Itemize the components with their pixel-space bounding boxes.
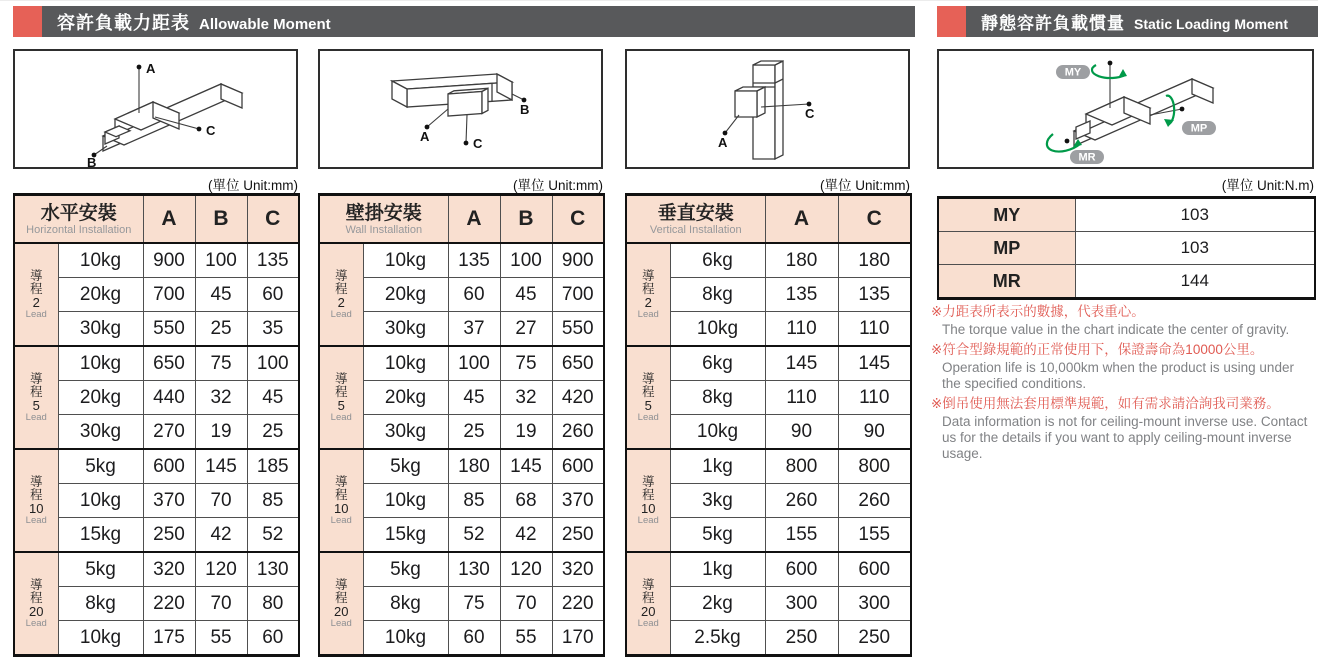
- moment-value-cell: 120: [195, 552, 247, 587]
- table-row: [626, 243, 911, 278]
- lead-value: 5: [32, 397, 40, 413]
- moment-value-cell: 300: [838, 587, 911, 621]
- mr-badge-label: MR: [1078, 151, 1096, 164]
- horizontal-slide-drawing: [15, 51, 296, 167]
- lead-word-zh: 程: [29, 384, 43, 399]
- moment-value-cell: 45: [247, 381, 299, 415]
- moment-value-cell: 650: [143, 346, 195, 381]
- load-cell: 20kg: [363, 381, 448, 415]
- axis-line-c: [466, 115, 467, 143]
- lead-word-zh: 程: [334, 590, 348, 605]
- moment-value-cell: 45: [448, 381, 500, 415]
- table-row: [626, 346, 911, 381]
- table-row: [14, 243, 299, 278]
- lead-word-en: Lead: [637, 411, 659, 423]
- lead-value: 20: [641, 603, 656, 619]
- moment-value-cell: 130: [448, 552, 500, 587]
- load-cell: 30kg: [58, 415, 143, 450]
- rail-end-face: [1192, 79, 1213, 103]
- load-cell: 20kg: [58, 278, 143, 312]
- moment-value-cell: 60: [247, 621, 299, 656]
- column-header-c: C: [247, 195, 299, 244]
- load-cell: 10kg: [58, 346, 143, 381]
- moment-label-cell: MP: [938, 232, 1075, 265]
- moment-value-cell: 75: [195, 346, 247, 381]
- section-title-en: Static Loading Moment: [1134, 16, 1288, 32]
- column-header-b: B: [500, 195, 552, 244]
- moment-value-cell: 600: [143, 449, 195, 484]
- load-cell: 1kg: [670, 449, 765, 484]
- moment-value-cell: 300: [765, 587, 838, 621]
- red-square-icon: [13, 6, 42, 37]
- moment-value-cell: 370: [552, 484, 604, 518]
- moment-value-cell: 600: [838, 552, 911, 587]
- load-cell: 8kg: [363, 587, 448, 621]
- table-row: [626, 552, 911, 587]
- moment-value-cell: 45: [500, 278, 552, 312]
- column-header-a: A: [143, 195, 195, 244]
- moment-value-cell: 800: [765, 449, 838, 484]
- load-cell: 30kg: [363, 312, 448, 347]
- load-cell: 10kg: [58, 484, 143, 518]
- moment-value-cell: 700: [143, 278, 195, 312]
- notes-block: [931, 300, 1315, 462]
- moment-value-cell: 145: [500, 449, 552, 484]
- moment-slide-drawing: [939, 51, 1312, 167]
- moment-value-cell: 155: [838, 518, 911, 553]
- moment-value-cell: 170: [552, 621, 604, 656]
- table-title-en: Horizontal Installation: [26, 223, 132, 236]
- load-cell: 30kg: [58, 312, 143, 347]
- my-arrowhead-icon: [1118, 69, 1127, 78]
- table-title-cell: [626, 195, 765, 244]
- moment-value-cell: 27: [500, 312, 552, 347]
- moment-value-cell: 52: [448, 518, 500, 553]
- moment-label-cell: MY: [938, 198, 1075, 232]
- load-cell: 8kg: [670, 278, 765, 312]
- red-square-icon: [937, 6, 966, 37]
- table-row: [14, 449, 299, 484]
- moment-row: [938, 232, 1315, 265]
- lead-value: 10: [29, 500, 44, 516]
- moment-value-cell: 320: [552, 552, 604, 587]
- moment-value-cell: 25: [247, 415, 299, 450]
- table-title-cell: [14, 195, 143, 244]
- mp-badge-label: MP: [1190, 122, 1208, 135]
- lead-word-zh: 程: [641, 281, 655, 296]
- moment-value-cell: 100: [500, 243, 552, 278]
- moment-value-cell: 19: [500, 415, 552, 450]
- table-row: [14, 552, 299, 587]
- moment-value-cell: 135: [247, 243, 299, 278]
- moment-value-cell: 110: [838, 381, 911, 415]
- axis-label-c: C: [805, 106, 815, 121]
- lead-group-cell: [319, 346, 363, 449]
- note-zh: ※符合型錄規範的正常使用下，保證壽命為10000公里。: [931, 342, 1264, 357]
- moment-value-cell: 75: [448, 587, 500, 621]
- load-cell: 30kg: [363, 415, 448, 450]
- lead-word-zh: 程: [641, 384, 655, 399]
- moment-value-cell: 180: [838, 243, 911, 278]
- moment-value-cell: 42: [500, 518, 552, 553]
- moment-value-cell: 180: [448, 449, 500, 484]
- carriage-side-face: [482, 88, 488, 113]
- moment-value-cell: 550: [552, 312, 604, 347]
- axis-label-a: A: [146, 61, 156, 76]
- moment-value-cell: 37: [448, 312, 500, 347]
- moment-value-cell: 270: [143, 415, 195, 450]
- section-header-allowable-moment: [13, 6, 915, 37]
- column-header-c: C: [838, 195, 911, 244]
- note-zh: ※力距表所表示的數據，代表重心。: [931, 304, 1145, 319]
- moment-value-cell: 75: [500, 346, 552, 381]
- axis-dot-mr: [1065, 139, 1070, 144]
- table-row: [626, 449, 911, 484]
- moment-value-cell: 103: [1075, 232, 1315, 265]
- table-row: [319, 346, 604, 381]
- load-cell: 20kg: [58, 381, 143, 415]
- moment-value-cell: 60: [448, 621, 500, 656]
- moment-value-cell: 900: [143, 243, 195, 278]
- moment-value-cell: 100: [247, 346, 299, 381]
- section-header-text: [966, 9, 1288, 34]
- column-header-a: A: [448, 195, 500, 244]
- lead-value: 2: [337, 294, 345, 310]
- table-static-loading-moment: [937, 196, 1316, 300]
- lead-word-en: Lead: [330, 617, 352, 629]
- moment-value-cell: 135: [838, 278, 911, 312]
- moment-value-cell: 145: [838, 346, 911, 381]
- load-cell: 10kg: [670, 415, 765, 450]
- moment-value-cell: 130: [247, 552, 299, 587]
- moment-value-cell: 85: [247, 484, 299, 518]
- moment-value-cell: 35: [247, 312, 299, 347]
- diagram-static-loading-moment: [937, 49, 1314, 169]
- lead-word-zh: 程: [29, 590, 43, 605]
- lead-word-zh: 程: [641, 487, 655, 502]
- lead-value: 10: [641, 500, 656, 516]
- moment-value-cell: 110: [765, 312, 838, 347]
- lead-word-zh: 程: [29, 281, 43, 296]
- lead-word-en: Lead: [25, 514, 47, 526]
- table-vertical-installation: [625, 193, 912, 657]
- moment-value-cell: 320: [143, 552, 195, 587]
- moment-value-cell: 70: [500, 587, 552, 621]
- moment-value-cell: 250: [552, 518, 604, 553]
- load-cell: 10kg: [58, 621, 143, 656]
- moment-value-cell: 250: [838, 621, 911, 656]
- moment-value-cell: 155: [765, 518, 838, 553]
- lead-group-cell: [14, 243, 58, 346]
- lead-word-zh: 導: [29, 268, 43, 283]
- load-cell: 2.5kg: [670, 621, 765, 656]
- moment-value-cell: 250: [765, 621, 838, 656]
- axis-label-c: C: [206, 123, 216, 138]
- moment-value-cell: 80: [247, 587, 299, 621]
- moment-value-cell: 60: [247, 278, 299, 312]
- lead-word-zh: 程: [334, 487, 348, 502]
- lead-word-en: Lead: [637, 514, 659, 526]
- table-wall-installation: [318, 193, 605, 657]
- load-cell: 8kg: [58, 587, 143, 621]
- axis-label-b: B: [520, 102, 530, 117]
- moment-value-cell: 600: [552, 449, 604, 484]
- lead-word-zh: 導: [334, 474, 348, 489]
- table-row: [14, 346, 299, 381]
- axis-line-a: [725, 115, 739, 133]
- lead-word-en: Lead: [330, 514, 352, 526]
- lead-value: 5: [644, 397, 652, 413]
- moment-value-cell: 260: [552, 415, 604, 450]
- moment-value-cell: 70: [195, 587, 247, 621]
- section-title-zh: 靜態容許負載慣量: [981, 14, 1125, 33]
- moment-row: [938, 198, 1315, 232]
- moment-value-cell: 440: [143, 381, 195, 415]
- column-header-b: B: [195, 195, 247, 244]
- moment-value-cell: 100: [195, 243, 247, 278]
- axis-label-a: A: [718, 135, 728, 150]
- load-cell: 15kg: [363, 518, 448, 553]
- moment-value-cell: 135: [765, 278, 838, 312]
- moment-value-cell: 90: [838, 415, 911, 450]
- moment-value-cell: 250: [143, 518, 195, 553]
- axis-dot-c: [197, 127, 202, 132]
- lead-word-zh: 導: [334, 371, 348, 386]
- load-cell: 20kg: [363, 278, 448, 312]
- load-cell: 1kg: [670, 552, 765, 587]
- load-cell: 5kg: [670, 518, 765, 553]
- section-title-zh: 容許負載力距表: [57, 12, 190, 33]
- lead-word-zh: 程: [641, 590, 655, 605]
- moment-value-cell: 145: [195, 449, 247, 484]
- load-cell: 5kg: [58, 449, 143, 484]
- moment-value-cell: 600: [765, 552, 838, 587]
- diagram-horizontal-installation: [13, 49, 298, 169]
- note-en: Data information is not for ceiling-mount inverse use. Contact us for the details if you want to apply ceiling-mount inverse usage.: [942, 414, 1308, 461]
- axis-dot-c: [464, 141, 469, 146]
- lead-word-en: Lead: [637, 617, 659, 629]
- lead-group-cell: [319, 449, 363, 552]
- moment-value-cell: 144: [1075, 265, 1315, 299]
- lead-group-cell: [319, 243, 363, 346]
- lead-word-zh: 導: [29, 577, 43, 592]
- lead-word-zh: 導: [29, 474, 43, 489]
- lead-group-cell: [626, 449, 670, 552]
- column-header-c: C: [552, 195, 604, 244]
- moment-value-cell: 180: [765, 243, 838, 278]
- moment-value-cell: 110: [838, 312, 911, 347]
- lead-word-en: Lead: [330, 308, 352, 320]
- load-cell: 6kg: [670, 243, 765, 278]
- load-cell: 5kg: [363, 552, 448, 587]
- axis-label-c: C: [473, 136, 483, 151]
- moment-value-cell: 52: [247, 518, 299, 553]
- load-cell: 10kg: [363, 346, 448, 381]
- axis-dot-mp: [1180, 107, 1185, 112]
- moment-value-cell: 650: [552, 346, 604, 381]
- wall-slide-drawing: [320, 51, 601, 167]
- moment-value-cell: 32: [195, 381, 247, 415]
- diagram-vertical-installation: [625, 49, 910, 169]
- table-title-en: Vertical Installation: [649, 223, 742, 236]
- note-zh: ※倒吊使用無法套用標準規範，如有需求請洽詢我司業務。: [931, 396, 1280, 411]
- axis-dot-my: [1108, 61, 1113, 66]
- moment-value-cell: 85: [448, 484, 500, 518]
- load-cell: 10kg: [58, 243, 143, 278]
- lead-value: 2: [32, 294, 40, 310]
- vertical-slide-drawing: [627, 51, 908, 167]
- moment-value-cell: 700: [552, 278, 604, 312]
- lead-word-en: Lead: [25, 411, 47, 423]
- moment-value-cell: 90: [765, 415, 838, 450]
- moment-value-cell: 420: [552, 381, 604, 415]
- my-badge-label: MY: [1064, 66, 1082, 79]
- axis-line-a: [427, 109, 448, 127]
- table-title-zh: 水平安裝: [40, 202, 117, 224]
- load-cell: 5kg: [58, 552, 143, 587]
- carriage-side-face: [757, 87, 765, 117]
- load-cell: 10kg: [363, 243, 448, 278]
- unit-label-nm: (單位 Unit:N.m): [1221, 178, 1314, 193]
- moment-value-cell: 800: [838, 449, 911, 484]
- rail-end-face: [221, 84, 242, 108]
- lead-word-en: Lead: [330, 411, 352, 423]
- lead-group-cell: [14, 449, 58, 552]
- lead-word-en: Lead: [25, 308, 47, 320]
- lead-word-zh: 導: [334, 268, 348, 283]
- lead-value: 5: [337, 397, 345, 413]
- moment-value-cell: 220: [143, 587, 195, 621]
- lead-word-en: Lead: [637, 308, 659, 320]
- rail-side-face: [775, 61, 783, 159]
- moment-value-cell: 120: [500, 552, 552, 587]
- unit-label-mm: (單位 Unit:mm): [820, 178, 910, 193]
- moment-value-cell: 19: [195, 415, 247, 450]
- note-en: Operation life is 10,000km when the product is using under the specified conditions.: [942, 360, 1294, 391]
- moment-value-cell: 32: [500, 381, 552, 415]
- lead-word-zh: 導: [29, 371, 43, 386]
- lead-value: 20: [334, 603, 349, 619]
- axis-dot-a: [137, 65, 142, 70]
- table-title-zh: 垂直安裝: [657, 202, 734, 224]
- column-header-a: A: [765, 195, 838, 244]
- lead-group-cell: [319, 552, 363, 656]
- moment-value-cell: 25: [195, 312, 247, 347]
- moment-row: [938, 265, 1315, 299]
- lead-word-zh: 導: [334, 577, 348, 592]
- load-cell: 5kg: [363, 449, 448, 484]
- section-title-en: Allowable Moment: [199, 15, 331, 33]
- table-title-cell: [319, 195, 448, 244]
- lead-word-en: Lead: [25, 617, 47, 629]
- moment-value-cell: 110: [765, 381, 838, 415]
- table-horizontal-installation: [13, 193, 300, 657]
- lead-word-zh: 導: [641, 474, 655, 489]
- lead-value: 20: [29, 603, 44, 619]
- lead-value: 10: [334, 500, 349, 516]
- table-title-zh: 壁掛安裝: [345, 202, 422, 224]
- moment-value-cell: 260: [838, 484, 911, 518]
- lead-group-cell: [626, 243, 670, 346]
- section-header-text: [42, 9, 331, 35]
- lead-group-cell: [14, 346, 58, 449]
- moment-value-cell: 103: [1075, 198, 1315, 232]
- carriage-front-face: [735, 91, 757, 117]
- carriage-front-face: [448, 92, 482, 117]
- lead-word-zh: 程: [334, 384, 348, 399]
- diagram-wall-installation: [318, 49, 603, 169]
- moment-value-cell: 260: [765, 484, 838, 518]
- table-row: [319, 243, 604, 278]
- lead-group-cell: [626, 552, 670, 656]
- note-en: The torque value in the chart indicate the center of gravity.: [942, 322, 1290, 337]
- moment-value-cell: 135: [448, 243, 500, 278]
- load-cell: 15kg: [58, 518, 143, 553]
- moment-value-cell: 42: [195, 518, 247, 553]
- load-cell: 10kg: [363, 484, 448, 518]
- lead-group-cell: [626, 346, 670, 449]
- unit-label-mm: (單位 Unit:mm): [208, 178, 298, 193]
- lead-value: 2: [644, 294, 652, 310]
- axis-label-a: A: [420, 129, 430, 144]
- lead-word-zh: 程: [29, 487, 43, 502]
- moment-value-cell: 45: [195, 278, 247, 312]
- load-cell: 8kg: [670, 381, 765, 415]
- moment-value-cell: 55: [195, 621, 247, 656]
- moment-label-cell: MR: [938, 265, 1075, 299]
- load-cell: 6kg: [670, 346, 765, 381]
- moment-value-cell: 68: [500, 484, 552, 518]
- table-row: [319, 449, 604, 484]
- lead-word-zh: 導: [641, 371, 655, 386]
- load-cell: 2kg: [670, 587, 765, 621]
- lead-group-cell: [14, 552, 58, 656]
- moment-value-cell: 185: [247, 449, 299, 484]
- moment-value-cell: 550: [143, 312, 195, 347]
- moment-value-cell: 900: [552, 243, 604, 278]
- mp-arrowhead-icon: [1164, 119, 1174, 127]
- load-cell: 10kg: [670, 312, 765, 347]
- table-row: [319, 552, 604, 587]
- load-cell: 3kg: [670, 484, 765, 518]
- table-title-en: Wall Installation: [345, 223, 423, 236]
- moment-value-cell: 55: [500, 621, 552, 656]
- moment-value-cell: 370: [143, 484, 195, 518]
- axis-label-b: B: [87, 155, 97, 167]
- lead-word-zh: 程: [334, 281, 348, 296]
- load-cell: 10kg: [363, 621, 448, 656]
- lead-word-zh: 導: [641, 268, 655, 283]
- unit-label-mm: (單位 Unit:mm): [513, 178, 603, 193]
- lead-word-zh: 導: [641, 577, 655, 592]
- moment-value-cell: 70: [195, 484, 247, 518]
- moment-value-cell: 175: [143, 621, 195, 656]
- moment-value-cell: 220: [552, 587, 604, 621]
- moment-value-cell: 145: [765, 346, 838, 381]
- moment-value-cell: 60: [448, 278, 500, 312]
- moment-value-cell: 100: [448, 346, 500, 381]
- moment-value-cell: 25: [448, 415, 500, 450]
- section-header-static-loading-moment: [937, 6, 1318, 37]
